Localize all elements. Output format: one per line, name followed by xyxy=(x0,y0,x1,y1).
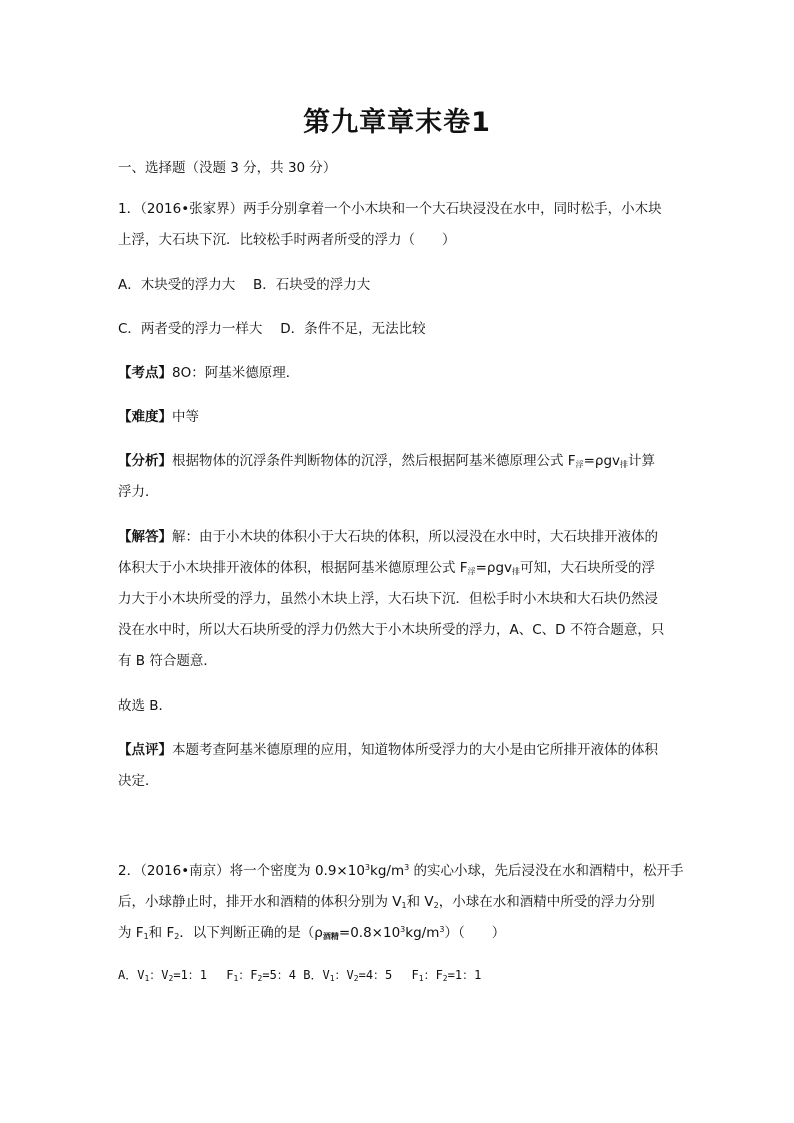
q2-sup-4: 3 xyxy=(439,925,445,934)
q2-opt-sub-1: 1 xyxy=(144,974,150,983)
q2-sub-alcohol: 酒精 xyxy=(322,932,339,941)
q2-opt-sub-3: 1 xyxy=(233,974,239,983)
q1-stem-line-2: 上浮，大石块下沉．比较松手时两者所受的浮力（ ） xyxy=(118,232,456,248)
q1-options-cd: C．两者受的浮力一样大 D．条件不足，无法比较 xyxy=(118,321,426,337)
q1-answer: 故选 B． xyxy=(118,698,173,714)
q2-opt-sub-5: 1 xyxy=(329,974,335,983)
jieda-label: 【解答】 xyxy=(118,529,172,545)
dianping-label: 【点评】 xyxy=(118,742,172,758)
q1-dianping-line-1 xyxy=(118,738,658,758)
page-title: 第九章章末卷1 xyxy=(303,107,491,138)
q2-text-1c: 的实心小球，先后浸没在水和酒精中，松开手 xyxy=(409,863,684,879)
jieda-text-2c: 可知，大石块所受的浮 xyxy=(520,560,656,576)
q2-text-3d: =0.8×10 xyxy=(338,925,401,941)
nandu-text: 中等 xyxy=(172,409,199,425)
jieda-sub-1: 浮 xyxy=(467,567,476,576)
q1-jieda-line-2 xyxy=(118,556,655,577)
q1-fenxi-line-1 xyxy=(118,449,655,470)
q2-sup-2: 3 xyxy=(404,863,410,872)
q2-sub-v2: 2 xyxy=(433,901,439,910)
q2-text-3c: ．以下判断正确的是（ρ xyxy=(179,925,323,941)
q2-stem-line-2 xyxy=(118,890,655,910)
jieda-text-2a: 体积大于小木块排开液体的体积，根据阿基米德原理公式 F xyxy=(118,560,468,576)
q2-text-2a: 后，小球静止时，排开水和酒精的体积分别为 V xyxy=(118,894,402,910)
q2-opt-6: ：V xyxy=(334,968,354,982)
q2-opt-sub-7: 1 xyxy=(418,974,424,983)
q1-dianping-line-2: 决定． xyxy=(118,773,159,789)
q2-opt-2: ：V xyxy=(149,968,169,982)
jieda-sub-2: 排 xyxy=(512,567,521,576)
q2-text-1a: 2．（2016•南京）将一个密度为 0.9×10 xyxy=(118,863,365,879)
q2-opt-1: A．V xyxy=(118,968,145,982)
q2-sub-f2: 2 xyxy=(174,932,180,941)
q2-sub-f1: 1 xyxy=(143,932,149,941)
q2-text-3b: 和 F xyxy=(148,925,175,941)
q2-options-ab xyxy=(118,966,481,983)
fenxi-sub-2: 排 xyxy=(620,460,629,469)
jieda-text-1: 解：由于小木块的体积小于大石块的体积，所以浸没在水中时，大石块排开液体的 xyxy=(172,529,658,545)
fenxi-text-c: 计算 xyxy=(628,453,656,469)
q2-opt-sub-8: 2 xyxy=(442,974,448,983)
q2-text-3f: ）（ ） xyxy=(444,925,506,941)
nandu-label: 【难度】 xyxy=(118,409,172,425)
q2-text-3e: kg/m xyxy=(405,925,440,941)
q2-opt-7: =4：5 F xyxy=(358,968,419,982)
q2-stem-line-3 xyxy=(118,921,505,942)
q1-jieda-line-5: 有 B 符合题意． xyxy=(118,653,217,669)
q1-jieda-line-4: 没在水中时，所以大石块所受的浮力仍然大于小木块所受的浮力，A、C、D 不符合题意，只 xyxy=(118,622,665,638)
q2-sup-3: 3 xyxy=(400,925,406,934)
q2-opt-sub-4: 2 xyxy=(257,974,263,983)
q2-text-2b: 和 V xyxy=(406,894,434,910)
q2-text-2c: ，小球在水和酒精中所受的浮力分别 xyxy=(438,894,655,910)
kaodian-text: 8O：阿基米德原理． xyxy=(172,365,300,381)
q2-opt-4: ：F xyxy=(238,968,258,982)
section-heading: 一、选择题（没题 3 分，共 30 分） xyxy=(118,160,337,176)
q2-opt-8: ：F xyxy=(423,968,443,982)
q1-nandu xyxy=(118,405,199,425)
q2-opt-9: =1：1 xyxy=(447,968,482,982)
fenxi-label: 【分析】 xyxy=(118,453,172,469)
fenxi-text-a: 根据物体的沉浮条件判断物体的沉浮，然后根据阿基米德原理公式 F xyxy=(172,453,576,469)
jieda-text-2b: =ρgv xyxy=(475,560,513,576)
q2-sup-1: 3 xyxy=(364,863,371,872)
q1-stem-line-1: 1．（2016•张家界）两手分别拿着一个小木块和一个大石块浸没在水中，同时松手，小木块 xyxy=(118,201,662,217)
dianping-text-1: 本题考查阿基米德原理的应用，知道物体所受浮力的大小是由它所排开液体的体积 xyxy=(172,742,658,758)
q1-jieda-line-3: 力大于小木块所受的浮力，虽然小木块上浮，大石块下沉．但松手时小木块和大石块仍然浸 xyxy=(118,591,658,607)
q2-opt-5: =5：4 B．V xyxy=(262,968,330,982)
q1-kaodian xyxy=(118,361,299,381)
q2-opt-sub-2: 2 xyxy=(168,974,174,983)
q2-sub-v1: 1 xyxy=(401,901,407,910)
kaodian-label: 【考点】 xyxy=(118,365,172,381)
q2-text-1b: kg/m xyxy=(370,863,405,879)
q2-opt-3: =1：1 F xyxy=(173,968,234,982)
q2-opt-sub-6: 2 xyxy=(353,974,359,983)
q1-fenxi-line-2: 浮力． xyxy=(118,484,159,500)
fenxi-text-b: =ρgv xyxy=(583,453,621,469)
q2-stem-line-1 xyxy=(118,859,684,879)
q2-text-3a: 为 F xyxy=(118,925,144,941)
q1-options-ab: A．木块受的浮力大 B．石块受的浮力大 xyxy=(118,277,371,293)
q1-jieda-line-1 xyxy=(118,525,658,545)
fenxi-sub-1: 浮 xyxy=(575,460,584,469)
